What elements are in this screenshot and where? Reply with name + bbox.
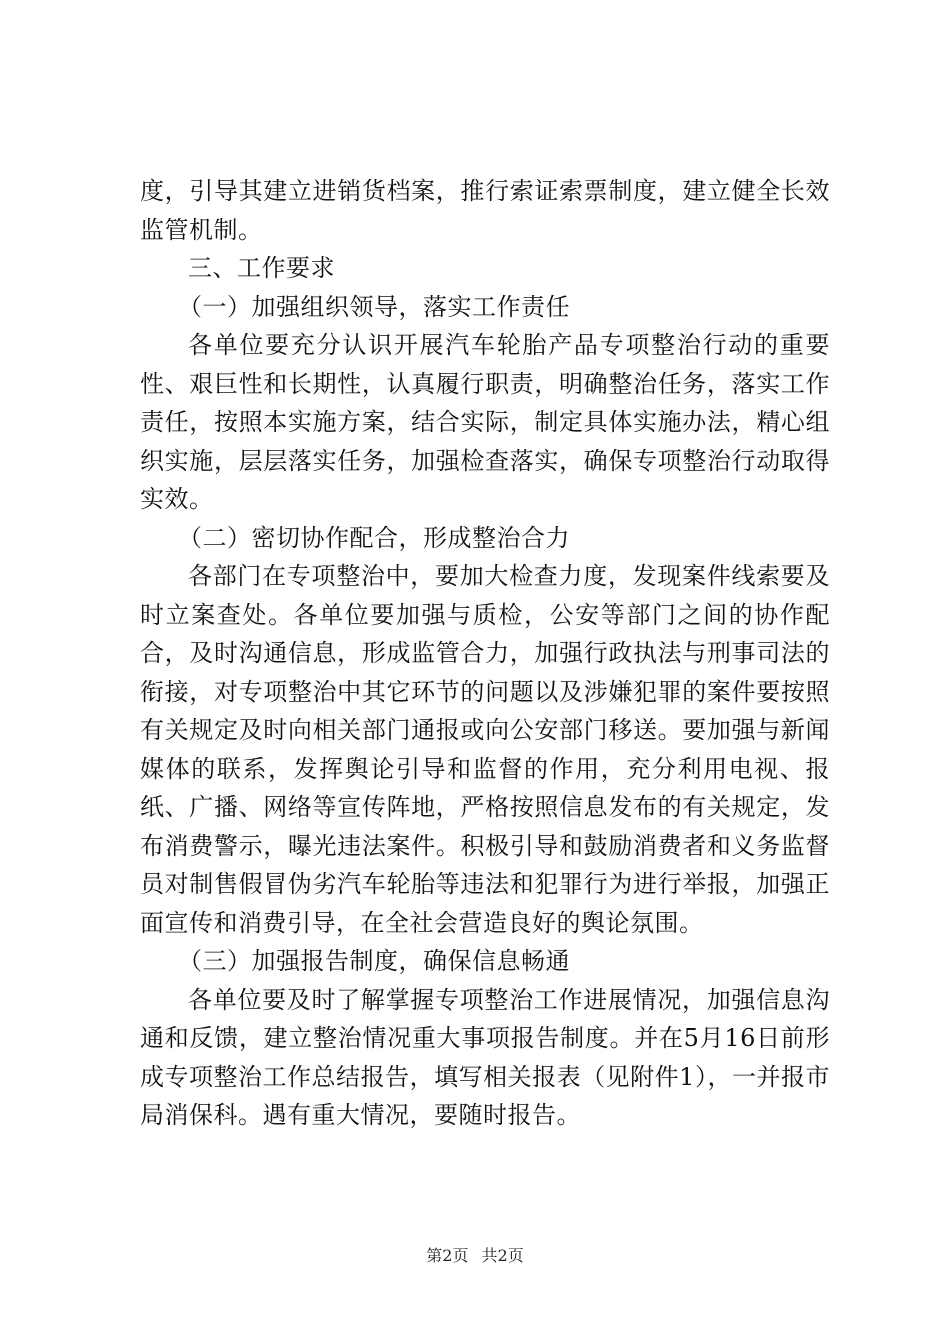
page-footer [0, 1243, 950, 1266]
page-number: 第2页 [426, 1246, 469, 1265]
subsection-heading-3: （三）加强报告制度，确保信息畅通 [178, 947, 570, 975]
paragraph-3: 各单位要及时了解掌握专项整治工作进展情况，加强信息沟通和反馈，建立整治情况重大事项报告制度。并在5月16日前形成专项整治工作总结报告，填写相关报表（见附件1），一并报市局消保科。遇有重大情况，要随时报告。 [140, 985, 830, 1129]
subsection-heading-1: （一）加强组织领导，落实工作责任 [178, 292, 570, 321]
subsection-heading-2: （二）密切协作配合，形成整治合力 [178, 523, 570, 552]
paragraph-continuation: 度，引导其建立进销货档案，推行索证索票制度，建立健全长效监管机制。 [140, 177, 830, 244]
paragraph-2: 各部门在专项整治中，要加大检查力度，发现案件线索要及时立案查处。各单位要加强与质检，公安等部门之间的协作配合，及时沟通信息，形成监管合力，加强行政执法与刑事司法的衔接，对专项整治中其它环节的问题以及涉嫌犯罪的案件要按照有关规定及时向相关部门通报或向公安部门移送。要加强与新闻媒体的联系，发挥舆论引导和监督的作用，充分利用电视、报纸、广播、网络等宣传阵地，严格按照信息发布的有关规定，发布消费警示，曝光违法案件。积极引导和鼓励消费者和义务监督员对制售假冒伪劣汽车轮胎等违法和犯罪行为进行举报，加强正面宣传和消费引导，在全社会营造良好的舆论氛围。 [140, 562, 830, 937]
document-body [140, 172, 830, 1135]
page-total: 共2页 [481, 1246, 524, 1265]
paragraph-1: 各单位要充分认识开展汽车轮胎产品专项整治行动的重要性、艰巨性和长期性，认真履行职责，明确整治任务，落实工作责任，按照本实施方案，结合实际，制定具体实施办法，精心组织实施，层层落实任务，加强检查落实，确保专项整治行动取得实效。 [140, 331, 830, 513]
section-heading: 三、工作要求 [188, 254, 335, 282]
